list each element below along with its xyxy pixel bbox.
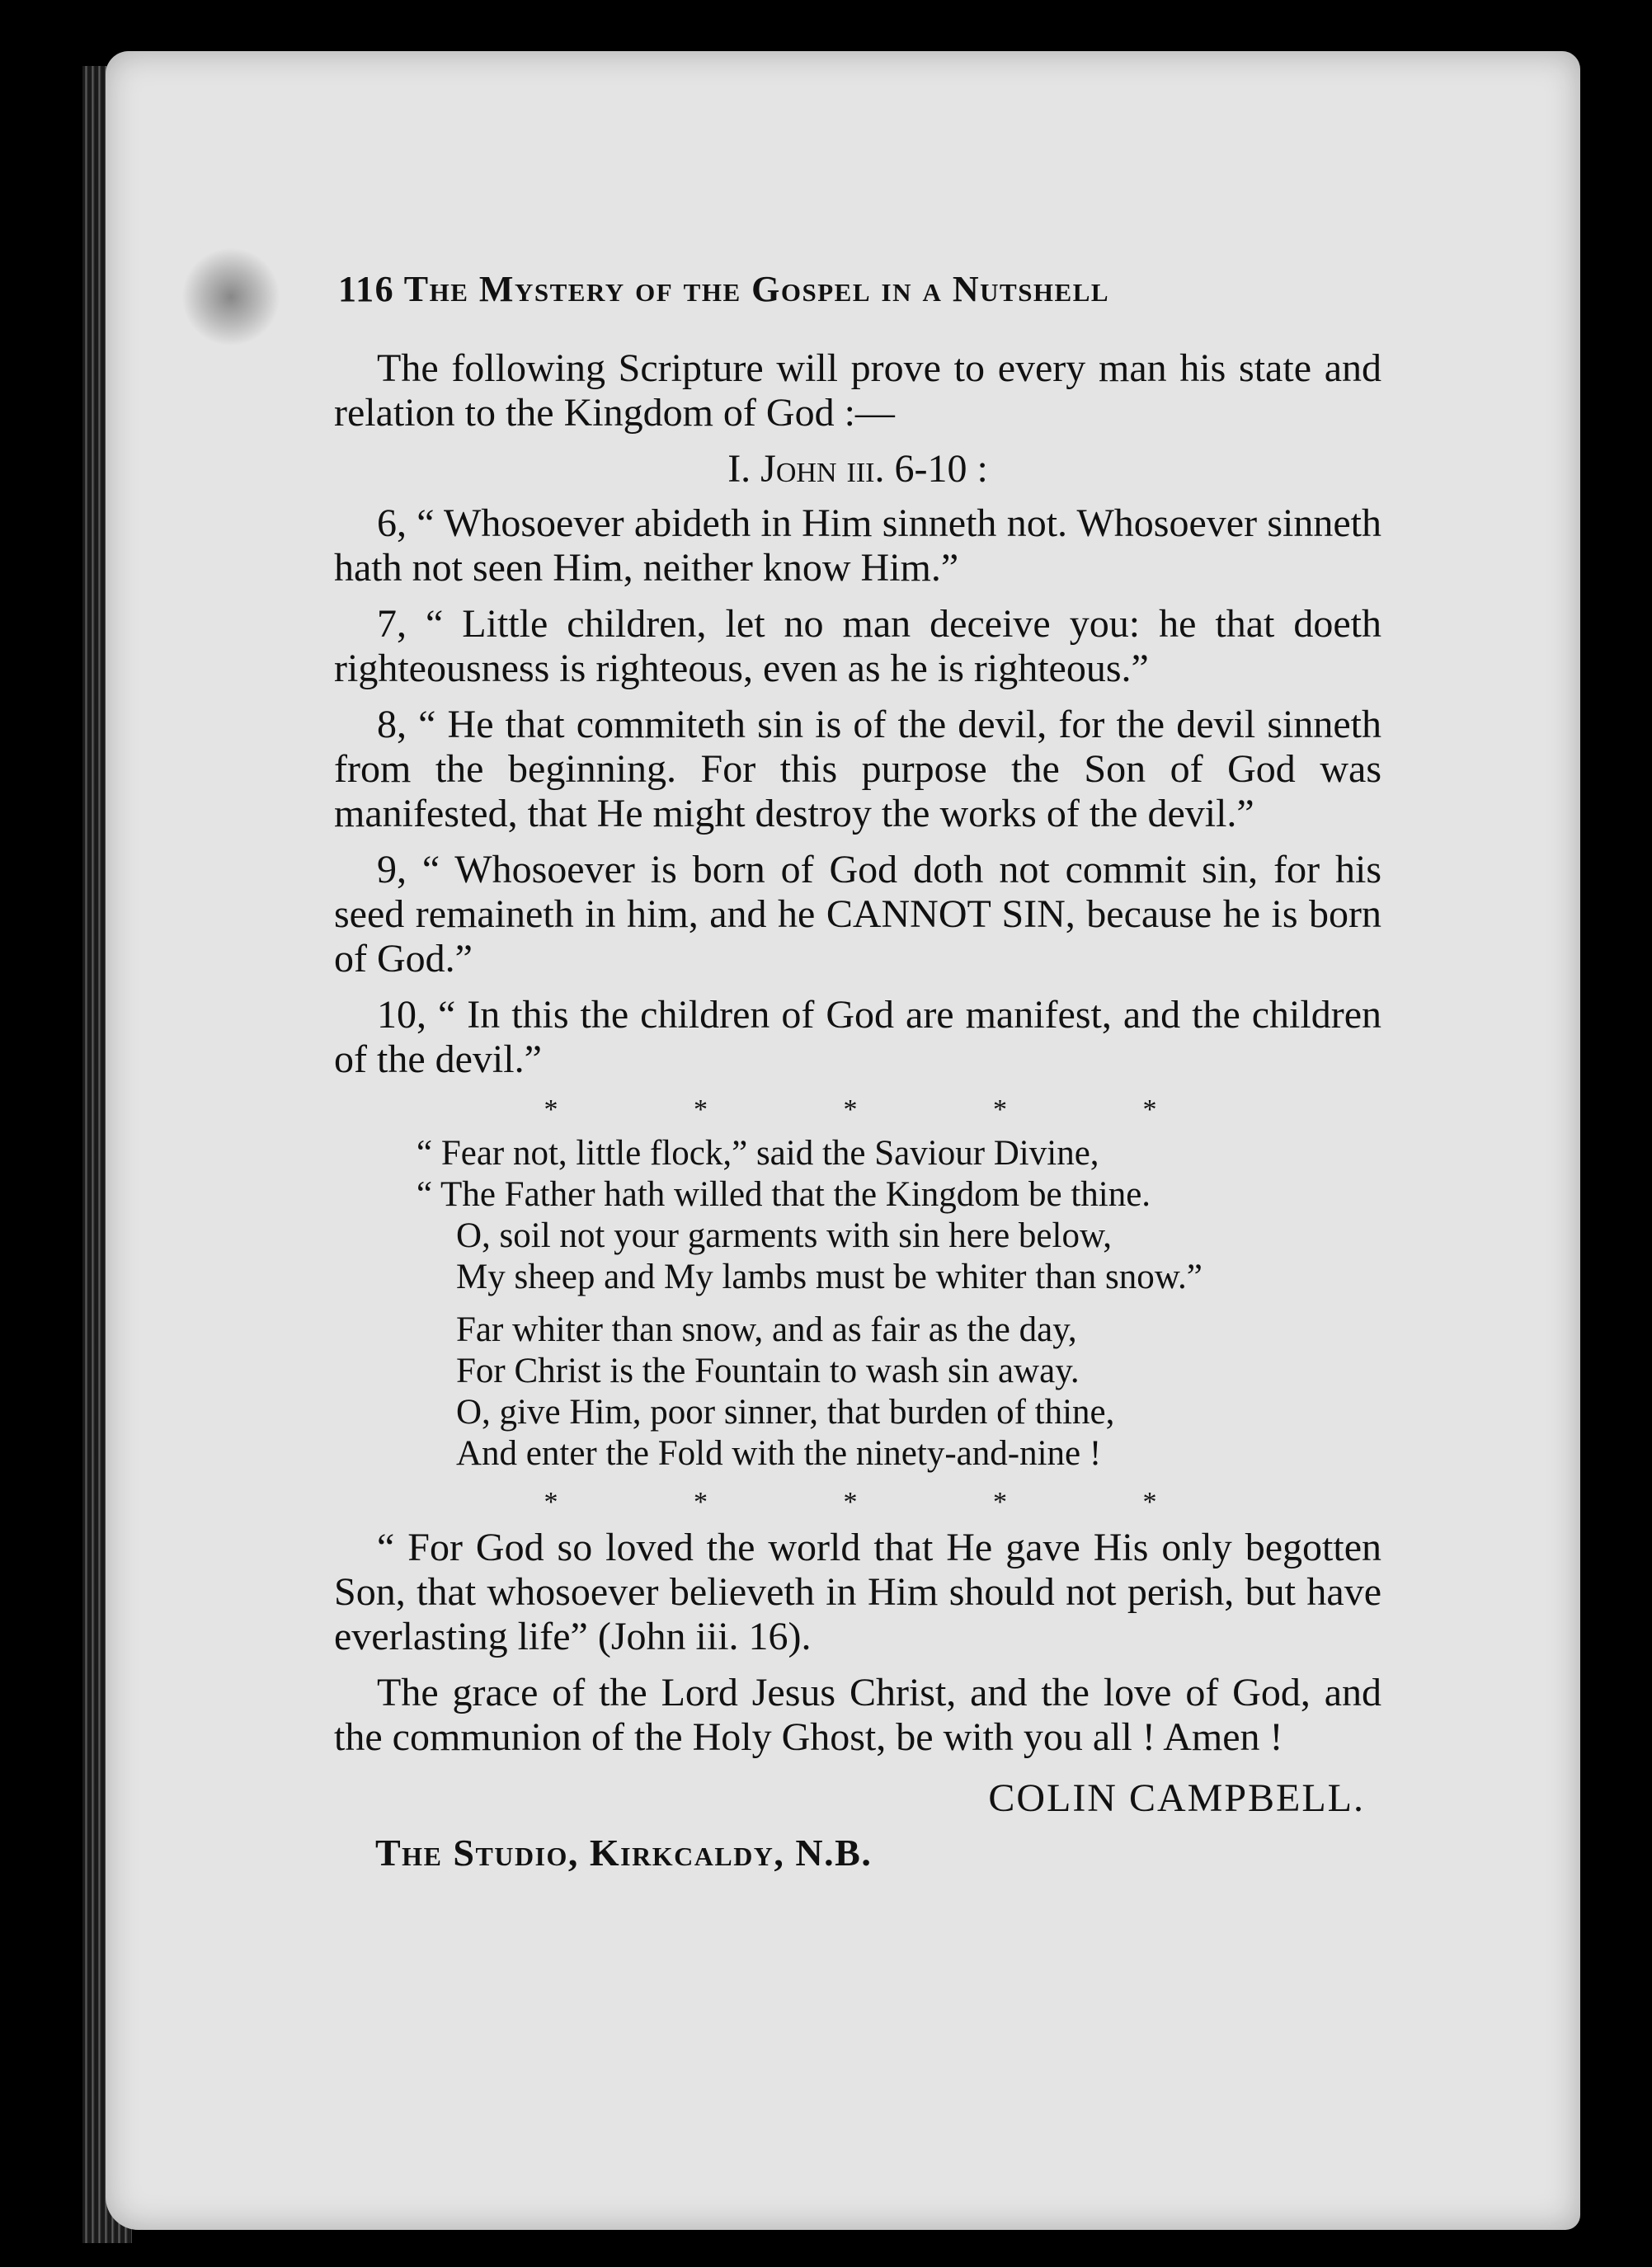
ink-smudge — [181, 247, 280, 346]
hymn-stanza-2 — [417, 1310, 1381, 1474]
verse-7: 7, “ Little children, let no man deceive you: he that doeth righteousness is righteous, even as he is righteous.” — [334, 602, 1381, 690]
benediction: The grace of the Lord Jesus Christ, and the love of God, and the communion of the Holy Ghost, be with you all ! Amen ! — [334, 1671, 1381, 1759]
author-address: The Studio, Kirkcaldy, N.B. — [375, 1832, 873, 1874]
author-signature: COLIN CAMPBELL. — [988, 1776, 1365, 1820]
verse-6: 6, “ Whosoever abideth in Him sinneth not. Whosoever sinneth hath not seen Him, neither know Him.” — [334, 501, 1381, 590]
hymn-stanza-1 — [417, 1133, 1381, 1298]
hymn-line: “ The Father hath willed that the Kingdom be thine. — [417, 1175, 1151, 1214]
hymn-line: O, soil not your garments with sin here below, — [456, 1216, 1112, 1255]
running-title: The Mystery of the Gospel in a Nutshell — [403, 269, 1110, 309]
hymn — [417, 1133, 1381, 1474]
scripture-reference: I. John iii. 6-10 : — [727, 447, 988, 491]
verse-10: 10, “ In this the children of God are manifest, and the children of the devil.” — [334, 993, 1381, 1081]
hymn-line: My sheep and My lambs must be whiter than snow.” — [456, 1258, 1203, 1296]
intro-paragraph: The following Scripture will prove to every man his state and relation to the Kingdom of God :— — [334, 346, 1381, 435]
running-head — [338, 268, 1394, 310]
hymn-line: “ Fear not, little flock,” said the Saviour Divine, — [417, 1134, 1099, 1173]
hymn-line: O, give Him, poor sinner, that burden of thine, — [456, 1393, 1115, 1432]
section-separator: * * * * * — [544, 1487, 1221, 1517]
verse-9: 9, “ Whosoever is born of God doth not commit sin, for his seed remaineth in him, and he CANNOT SIN, because he is born of God.” — [334, 848, 1381, 981]
verse-8: 8, “ He that commiteth sin is of the devil, for the devil sinneth from the beginning. For this purpose the Son of God was manifested, that He might destroy the works of the devil.” — [334, 703, 1381, 835]
hymn-line: Far whiter than snow, and as fair as the day, — [456, 1310, 1077, 1349]
hymn-line: For Christ is the Fountain to wash sin away. — [456, 1352, 1080, 1390]
john-3-16-quote: “ For God so loved the world that He gave His only begotten Son, that whosoever believeth in Him should not perish, but have everlasting life” (John iii. 16). — [334, 1526, 1381, 1658]
page-number: 116 — [338, 269, 395, 309]
section-separator: * * * * * — [544, 1094, 1221, 1125]
hymn-line: And enter the Fold with the ninety-and-nine ! — [456, 1434, 1102, 1473]
page-body — [334, 346, 1381, 1875]
